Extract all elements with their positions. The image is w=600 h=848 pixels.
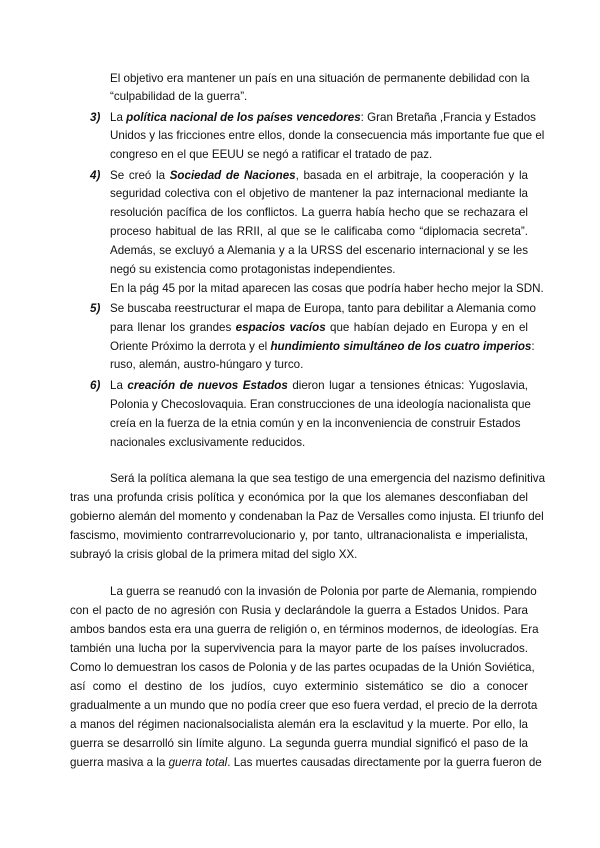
item-4-line-5: Además, se excluyó a Alemania y a la URSS del escenario internacional y se les	[110, 244, 528, 257]
item-3-line-1: La política nacional de los países vencedores: Gran Bretaña ,Francia y Estados	[110, 111, 536, 124]
paragraph-1-line-1: Será la política alemana la que sea testigo de una emergencia del nazismo definitiva	[110, 472, 546, 485]
item-3-number: 3)	[90, 111, 101, 124]
item-4-line-4: proceso habitual de las RRII, al que se le calificaba como “diplomacia secreta”.	[110, 225, 528, 238]
paragraph-2-line-3: ambos bandos esta era una guerra de religión o, en términos modernos, de ideologías. Era	[70, 623, 539, 636]
paragraph-1-line-3: gobierno alemán del momento y condenaban la Paz de Versalles como injusta. El triunfo del	[70, 510, 544, 523]
item-4-line-1: Se creó la Sociedad de Naciones, basada en el arbitraje, la cooperación y la	[110, 169, 529, 182]
item-6-line-4: nacionales exclusivamente reducidos.	[110, 436, 306, 449]
item-6-line-1: La creación de nuevos Estados dieron lugar a tensiones étnicas: Yugoslavia,	[110, 379, 528, 392]
item-5-line-1: Se buscaba reestructurar el mapa de Europa, tanto para debilitar a Alemania como	[110, 302, 536, 315]
paragraph-1-line-2: tras una profunda crisis política y económica por la que los alemanes desconfiaban del	[70, 491, 528, 504]
item-5-line-2: para llenar los grandes espacios vacíos que habían dejado en Europa y en el	[110, 321, 528, 334]
paragraph-2-line-4: también una lucha por la supervivencia para la mayor parte de los países involucrados.	[70, 642, 528, 655]
intro-line-2: “culpabilidad de la guerra”.	[110, 90, 248, 103]
paragraph-2-line-7: gradualmente a un mundo que no podía creer que eso fuera verdad, el precio de la derrota	[70, 699, 538, 712]
item-3-line-2: Unidos y las fricciones entre ellos, donde la consecuencia más importante fue que el	[110, 129, 545, 142]
paragraph-2-line-10: guerra masiva a la guerra total. Las muertes causadas directamente por la guerra fueron de	[70, 756, 542, 769]
paragraph-1-line-5: subrayó la crisis global de la primera mitad del siglo XX.	[70, 548, 358, 561]
item-4-line-6: negó su existencia como protagonistas independientes.	[110, 263, 396, 276]
item-3-emphasis: política nacional de los países vencedores	[126, 111, 361, 124]
paragraph-2-line-6: así como el destino de los judíos, cuyo exterminio sistemático se dio a conocer	[70, 680, 528, 693]
item-6-line-2: Polonia y Checoslovaquia. Eran construcciones de una ideología nacionalista que	[110, 398, 531, 411]
item-4-number: 4)	[90, 169, 101, 182]
item-5-number: 5)	[90, 302, 101, 315]
paragraph-2-line-8: a manos del régimen nacionalsocialista alemán era la esclavitud y la muerte. Por ello, la	[70, 718, 528, 731]
item-6-emphasis: creación de nuevos Estados	[127, 379, 288, 392]
paragraph-2-line-2: con el pacto de no agresión con Rusia y declarándole la guerra a Estados Unidos. Para	[70, 604, 528, 617]
item-6-line-3: creía en la fuerza de la etnia común y en la inconveniencia de construir Estados	[110, 417, 521, 430]
paragraph-2-line-9: guerra se desarrolló sin límite alguno. La segunda guerra mundial significó el paso de la	[70, 737, 528, 750]
item-5-line-3: Oriente Próximo la derrota y el hundimiento simultáneo de los cuatro imperios:	[110, 340, 535, 353]
item-6-number: 6)	[90, 379, 101, 392]
item-4-line-2: seguridad colectiva con el objetivo de mantener la paz internacional mediante la	[110, 187, 528, 200]
intro-line-1: El objetivo era mantener un país en una situación de permanente debilidad con la	[110, 72, 530, 85]
item-4-emphasis: Sociedad de Naciones	[169, 169, 296, 182]
item-5-emphasis-1: espacios vacíos	[235, 321, 326, 334]
item-4-note: En la pág 45 por la mitad aparecen las cosas que podría haber hecho mejor la SDN.	[110, 282, 544, 295]
guerra-total-emphasis: guerra total	[168, 756, 228, 769]
paragraph-2-line-5: Como lo demuestran los casos de Polonia y de las partes ocupadas de la Unión Soviética,	[70, 661, 535, 674]
item-5-line-4: ruso, alemán, austro-húngaro y turco.	[110, 358, 304, 371]
paragraph-1-line-4: fascismo, movimiento contrarrevolucionario y, por tanto, ultranacionalista e imperialista,	[70, 529, 528, 542]
item-3-line-3: congreso en el que EEUU se negó a ratificar el tratado de paz.	[110, 148, 433, 161]
item-5-emphasis-2: hundimiento simultáneo de los cuatro imperios	[270, 340, 532, 353]
item-4-line-3: resolución pacífica de los conflictos. La guerra había hecho que se rechazara el	[110, 206, 528, 219]
paragraph-2-line-1: La guerra se reanudó con la invasión de Polonia por parte de Alemania, rompiendo	[110, 585, 537, 598]
